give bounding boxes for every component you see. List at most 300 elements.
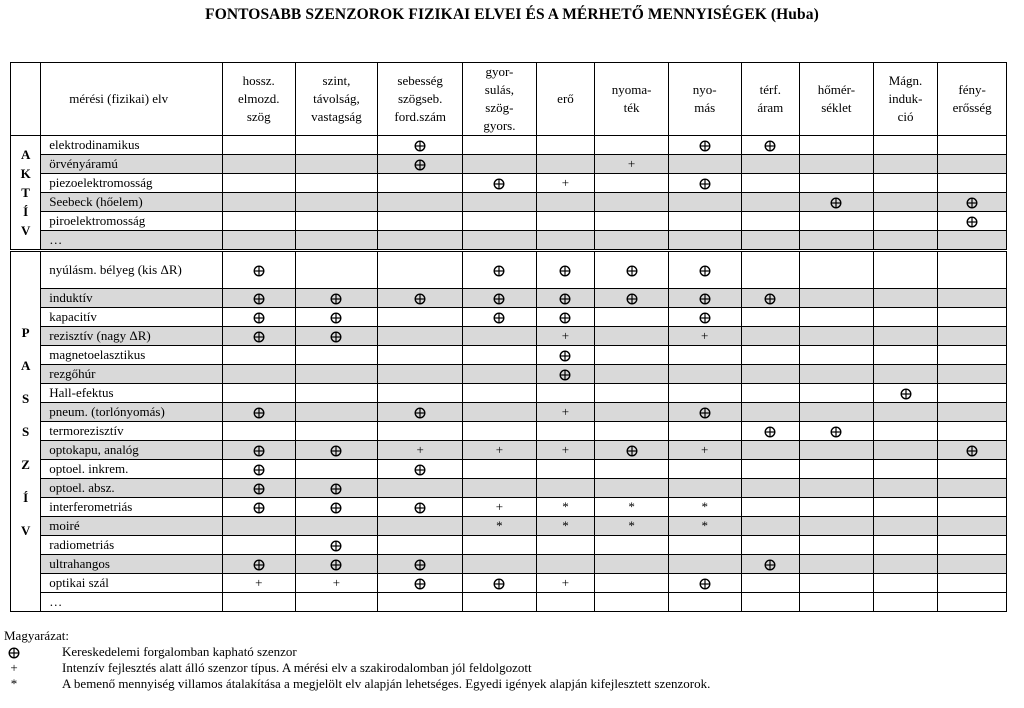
header-quantity	[222, 63, 295, 136]
plus-icon: +	[495, 442, 504, 457]
table-cell	[595, 289, 669, 308]
table-cell	[536, 555, 595, 574]
asterisk-icon: *	[628, 518, 635, 533]
header-quantity-line: sebesség	[397, 73, 443, 88]
table-cell	[873, 289, 938, 308]
table-row	[11, 574, 1007, 593]
table-cell	[378, 536, 463, 555]
table-cell	[222, 212, 295, 231]
circle-plus-icon	[900, 388, 912, 400]
table-cell	[463, 403, 537, 422]
table-cell	[595, 136, 669, 155]
table-cell	[668, 212, 741, 231]
table-cell	[378, 555, 463, 574]
circle-plus-icon	[414, 578, 426, 590]
table-row	[11, 498, 1007, 517]
table-cell	[668, 593, 741, 612]
table-cell	[668, 193, 741, 212]
group-label-passive	[11, 251, 41, 612]
table-cell	[800, 441, 874, 460]
table-cell	[741, 517, 800, 536]
table-cell	[873, 593, 938, 612]
plus-icon: +	[561, 442, 570, 457]
row-principle-name: Hall-efektus	[41, 384, 223, 403]
plus-icon: +	[561, 404, 570, 419]
table-cell	[595, 593, 669, 612]
table-cell	[873, 422, 938, 441]
table-cell	[938, 441, 1007, 460]
row-principle-name: moiré	[41, 517, 223, 536]
table-cell	[378, 308, 463, 327]
table-cell	[536, 136, 595, 155]
table-cell	[463, 231, 537, 251]
table-cell	[800, 365, 874, 384]
table-cell	[938, 498, 1007, 517]
table-cell	[536, 574, 595, 593]
table-cell	[668, 479, 741, 498]
table-cell	[800, 479, 874, 498]
table-cell	[463, 536, 537, 555]
header-quantity-line: ford.szám	[394, 109, 446, 124]
table-cell	[378, 574, 463, 593]
table-cell	[463, 441, 537, 460]
table-cell	[378, 384, 463, 403]
table-cell	[222, 441, 295, 460]
table-cell	[800, 593, 874, 612]
table-cell	[463, 155, 537, 174]
table-cell	[668, 384, 741, 403]
table-cell	[741, 403, 800, 422]
table-cell	[463, 174, 537, 193]
header-quantity-line: erő	[557, 91, 574, 106]
table-cell	[295, 460, 378, 479]
group-letter: T	[21, 185, 30, 200]
asterisk-icon: *	[701, 518, 708, 533]
header-quantity	[463, 63, 537, 136]
asterisk-icon: *	[10, 676, 18, 691]
table-row	[11, 365, 1007, 384]
table-row	[11, 593, 1007, 612]
circle-plus-icon	[764, 559, 776, 571]
group-letter: A	[20, 147, 31, 162]
table-cell	[295, 479, 378, 498]
table-cell	[873, 384, 938, 403]
table-cell	[295, 498, 378, 517]
table-cell	[595, 536, 669, 555]
table-cell	[873, 403, 938, 422]
circle-plus-icon	[559, 312, 571, 324]
circle-plus-icon	[559, 265, 571, 277]
header-quantity	[295, 63, 378, 136]
table-cell	[222, 460, 295, 479]
header-quantity	[800, 63, 874, 136]
table-cell	[873, 574, 938, 593]
table-cell	[378, 231, 463, 251]
circle-plus-icon	[559, 350, 571, 362]
table-cell	[800, 136, 874, 155]
header-quantity-line: térf.	[759, 82, 781, 97]
table-cell	[536, 422, 595, 441]
table-cell	[668, 441, 741, 460]
table-cell	[741, 346, 800, 365]
circle-plus-icon	[699, 265, 711, 277]
table-cell	[873, 308, 938, 327]
header-quantity-line: vastagság	[311, 109, 362, 124]
table-cell	[873, 479, 938, 498]
table-cell	[741, 289, 800, 308]
table-row	[11, 155, 1007, 174]
row-principle-name: induktív	[41, 289, 223, 308]
table-cell	[668, 136, 741, 155]
header-quantity	[741, 63, 800, 136]
table-cell	[938, 193, 1007, 212]
table-cell	[668, 536, 741, 555]
table-cell	[938, 346, 1007, 365]
table-cell	[222, 479, 295, 498]
table-cell	[295, 365, 378, 384]
table-cell	[800, 193, 874, 212]
table-cell	[873, 327, 938, 346]
table-cell	[222, 574, 295, 593]
header-quantity-line: Mágn.	[888, 73, 923, 88]
table-row	[11, 384, 1007, 403]
table-header-row	[11, 63, 1007, 136]
header-quantity-line: távolság,	[313, 91, 360, 106]
row-principle-name: optoel. inkrem.	[41, 460, 223, 479]
circle-plus-icon	[8, 647, 20, 659]
row-principle-name: optikai szál	[41, 574, 223, 593]
table-cell	[536, 327, 595, 346]
table-cell	[222, 555, 295, 574]
table-cell	[800, 289, 874, 308]
plus-icon: +	[561, 575, 570, 590]
table-row	[11, 193, 1007, 212]
header-quantity-line: szög	[246, 109, 271, 124]
plus-icon: +	[332, 575, 341, 590]
plus-icon: +	[495, 499, 504, 514]
circle-plus-icon	[253, 483, 265, 495]
table-cell	[595, 479, 669, 498]
table-cell	[938, 136, 1007, 155]
circle-plus-icon	[330, 483, 342, 495]
plus-icon: +	[701, 442, 709, 457]
row-principle-name: piroelektromosság	[41, 212, 223, 231]
table-cell	[938, 231, 1007, 251]
legend-text: Intenzív fejlesztés alatt álló szenzor típus. A mérési elv a szakirodalomban jól feldolgozott	[62, 660, 532, 675]
group-letter: V	[20, 223, 31, 238]
table-cell	[536, 460, 595, 479]
circle-plus-icon	[699, 178, 711, 190]
table-cell	[595, 193, 669, 212]
circle-plus-icon	[253, 293, 265, 305]
circle-plus-icon	[253, 265, 265, 277]
table-cell	[463, 212, 537, 231]
table-cell	[595, 403, 669, 422]
table-cell	[741, 365, 800, 384]
group-letter: P	[21, 325, 30, 340]
table-cell	[222, 422, 295, 441]
header-quantity-line: szögseb.	[397, 91, 443, 106]
header-quantity-line: induk-	[888, 91, 923, 106]
table-cell	[222, 346, 295, 365]
table-row	[11, 346, 1007, 365]
table-cell	[463, 365, 537, 384]
header-corner	[11, 63, 41, 136]
table-row	[11, 555, 1007, 574]
table-cell	[463, 517, 537, 536]
table-cell	[378, 289, 463, 308]
table-cell	[741, 136, 800, 155]
circle-plus-icon	[764, 426, 776, 438]
table-row	[11, 231, 1007, 251]
table-cell	[873, 536, 938, 555]
table-cell	[668, 517, 741, 536]
table-cell	[741, 479, 800, 498]
table-cell	[668, 346, 741, 365]
table-cell	[741, 155, 800, 174]
table-cell	[938, 479, 1007, 498]
row-principle-name: örvényáramú	[41, 155, 223, 174]
table-cell	[536, 536, 595, 555]
table-cell	[741, 536, 800, 555]
table-cell	[378, 155, 463, 174]
table-cell	[668, 251, 741, 289]
header-quantity	[668, 63, 741, 136]
circle-plus-icon	[253, 464, 265, 476]
table-cell	[595, 517, 669, 536]
table-cell	[938, 536, 1007, 555]
header-quantity-line: gyor-	[485, 64, 514, 79]
table-row	[11, 289, 1007, 308]
circle-plus-icon	[493, 178, 505, 190]
table-cell	[536, 212, 595, 231]
plus-icon: +	[255, 575, 263, 590]
circle-plus-icon	[414, 407, 426, 419]
table-cell	[536, 517, 595, 536]
circle-plus-icon	[414, 559, 426, 571]
table-cell	[295, 403, 378, 422]
group-letter: V	[20, 523, 31, 538]
table-cell	[536, 365, 595, 384]
table-row	[11, 441, 1007, 460]
header-principle: mérési (fizikai) elv	[41, 63, 223, 136]
table-row	[11, 308, 1007, 327]
header-quantity	[938, 63, 1007, 136]
group-letter: Í	[23, 490, 29, 505]
table-cell	[800, 384, 874, 403]
table-row	[11, 517, 1007, 536]
circle-plus-icon	[966, 197, 978, 209]
table-row	[11, 251, 1007, 289]
group-letter: S	[22, 424, 30, 439]
circle-plus-icon	[414, 159, 426, 171]
circle-plus-icon	[493, 312, 505, 324]
table-cell	[873, 555, 938, 574]
table-cell	[463, 498, 537, 517]
circle-plus-icon	[699, 312, 711, 324]
row-principle-name: Seebeck (hőelem)	[41, 193, 223, 212]
table-cell	[741, 574, 800, 593]
circle-plus-icon	[626, 445, 638, 457]
table-cell	[800, 498, 874, 517]
row-principle-name: optokapu, analóg	[41, 441, 223, 460]
table-cell	[463, 479, 537, 498]
table-cell	[295, 193, 378, 212]
row-principle-name: radiometriás	[41, 536, 223, 555]
table-cell	[295, 536, 378, 555]
table-cell	[295, 384, 378, 403]
table-cell	[378, 251, 463, 289]
plus-icon: +	[701, 328, 709, 343]
circle-plus-icon	[253, 502, 265, 514]
circle-plus-icon	[330, 445, 342, 457]
table-cell	[463, 593, 537, 612]
table-cell	[378, 593, 463, 612]
table-cell	[222, 536, 295, 555]
table-row	[11, 174, 1007, 193]
table-cell	[873, 231, 938, 251]
table-cell	[741, 193, 800, 212]
table-cell	[938, 574, 1007, 593]
table-cell	[800, 422, 874, 441]
header-quantity-line: gyors.	[483, 118, 516, 133]
table-cell	[378, 365, 463, 384]
table-cell	[295, 308, 378, 327]
table-cell	[595, 365, 669, 384]
table-cell	[668, 289, 741, 308]
legend-text: Kereskedelemi forgalomban kapható szenzor	[62, 644, 297, 659]
asterisk-icon: *	[701, 499, 708, 514]
table-cell	[295, 155, 378, 174]
table-cell	[873, 441, 938, 460]
table-cell	[668, 460, 741, 479]
header-quantity	[595, 63, 669, 136]
plus-icon: +	[416, 442, 424, 457]
table-cell	[536, 193, 595, 212]
circle-plus-icon	[253, 559, 265, 571]
table-cell	[668, 308, 741, 327]
table-cell	[295, 517, 378, 536]
table-cell	[873, 498, 938, 517]
table-cell	[595, 212, 669, 231]
table-cell	[295, 346, 378, 365]
circle-plus-icon	[414, 464, 426, 476]
table-cell	[536, 441, 595, 460]
table-cell	[873, 174, 938, 193]
circle-plus-icon	[626, 293, 638, 305]
table-cell	[378, 136, 463, 155]
table-cell	[378, 460, 463, 479]
header-quantity-line: hossz.	[242, 73, 275, 88]
table-cell	[595, 498, 669, 517]
circle-plus-icon	[764, 140, 776, 152]
table-cell	[222, 136, 295, 155]
table-cell	[378, 498, 463, 517]
table-cell	[741, 555, 800, 574]
table-cell	[595, 574, 669, 593]
group-letter: K	[20, 166, 31, 181]
table-cell	[595, 231, 669, 251]
table-row	[11, 422, 1007, 441]
table-cell	[873, 136, 938, 155]
table-cell	[873, 460, 938, 479]
table-cell	[295, 555, 378, 574]
row-principle-name: termorezisztív	[41, 422, 223, 441]
table-cell	[378, 403, 463, 422]
table-cell	[463, 308, 537, 327]
table-cell	[295, 441, 378, 460]
table-cell	[463, 193, 537, 212]
row-principle-name: rezisztív (nagy ΔR)	[41, 327, 223, 346]
table-cell	[463, 327, 537, 346]
circle-plus-icon	[493, 578, 505, 590]
header-quantity-line: áram	[757, 100, 784, 115]
table-cell	[378, 422, 463, 441]
table-cell	[800, 231, 874, 251]
table-cell	[295, 593, 378, 612]
table-cell	[222, 593, 295, 612]
table-cell	[595, 422, 669, 441]
table-row	[11, 479, 1007, 498]
table-cell	[800, 155, 874, 174]
table-cell	[668, 174, 741, 193]
row-principle-name: piezoelektromosság	[41, 174, 223, 193]
table-cell	[595, 555, 669, 574]
table-cell	[536, 593, 595, 612]
table-cell	[800, 574, 874, 593]
table-cell	[668, 555, 741, 574]
header-quantity-line: sulás,	[484, 82, 515, 97]
table-cell	[741, 460, 800, 479]
circle-plus-icon	[330, 312, 342, 324]
table-cell	[668, 231, 741, 251]
table-cell	[800, 536, 874, 555]
plus-icon: +	[627, 156, 636, 171]
group-letter: S	[22, 391, 30, 406]
table-cell	[463, 574, 537, 593]
header-quantity-line: erősség	[952, 100, 992, 115]
asterisk-icon: *	[562, 499, 569, 514]
header-quantity-line: elmozd.	[237, 91, 280, 106]
table-cell	[873, 346, 938, 365]
circle-plus-icon	[559, 369, 571, 381]
circle-plus-icon	[330, 502, 342, 514]
circle-plus-icon	[414, 502, 426, 514]
circle-plus-icon	[414, 140, 426, 152]
table-cell	[741, 498, 800, 517]
circle-plus-icon	[330, 559, 342, 571]
table-cell	[536, 308, 595, 327]
table-cell	[800, 517, 874, 536]
table-cell	[295, 212, 378, 231]
table-cell	[222, 308, 295, 327]
table-body	[11, 136, 1007, 612]
row-principle-name: elektrodinamikus	[41, 136, 223, 155]
table-cell	[668, 574, 741, 593]
table-cell	[938, 251, 1007, 289]
table-cell	[668, 365, 741, 384]
table-cell	[741, 231, 800, 251]
legend-text: A bemenő mennyiség villamos átalakítása a megjelölt elv alapján lehetséges. Egyedi igények alapján kifejlesztett szenzorok.	[62, 676, 711, 691]
asterisk-icon: *	[496, 518, 503, 533]
table-cell	[741, 251, 800, 289]
table-cell	[295, 422, 378, 441]
asterisk-icon: *	[562, 518, 569, 533]
table-cell	[595, 384, 669, 403]
table-cell	[463, 555, 537, 574]
circle-plus-icon	[330, 293, 342, 305]
table-cell	[222, 403, 295, 422]
